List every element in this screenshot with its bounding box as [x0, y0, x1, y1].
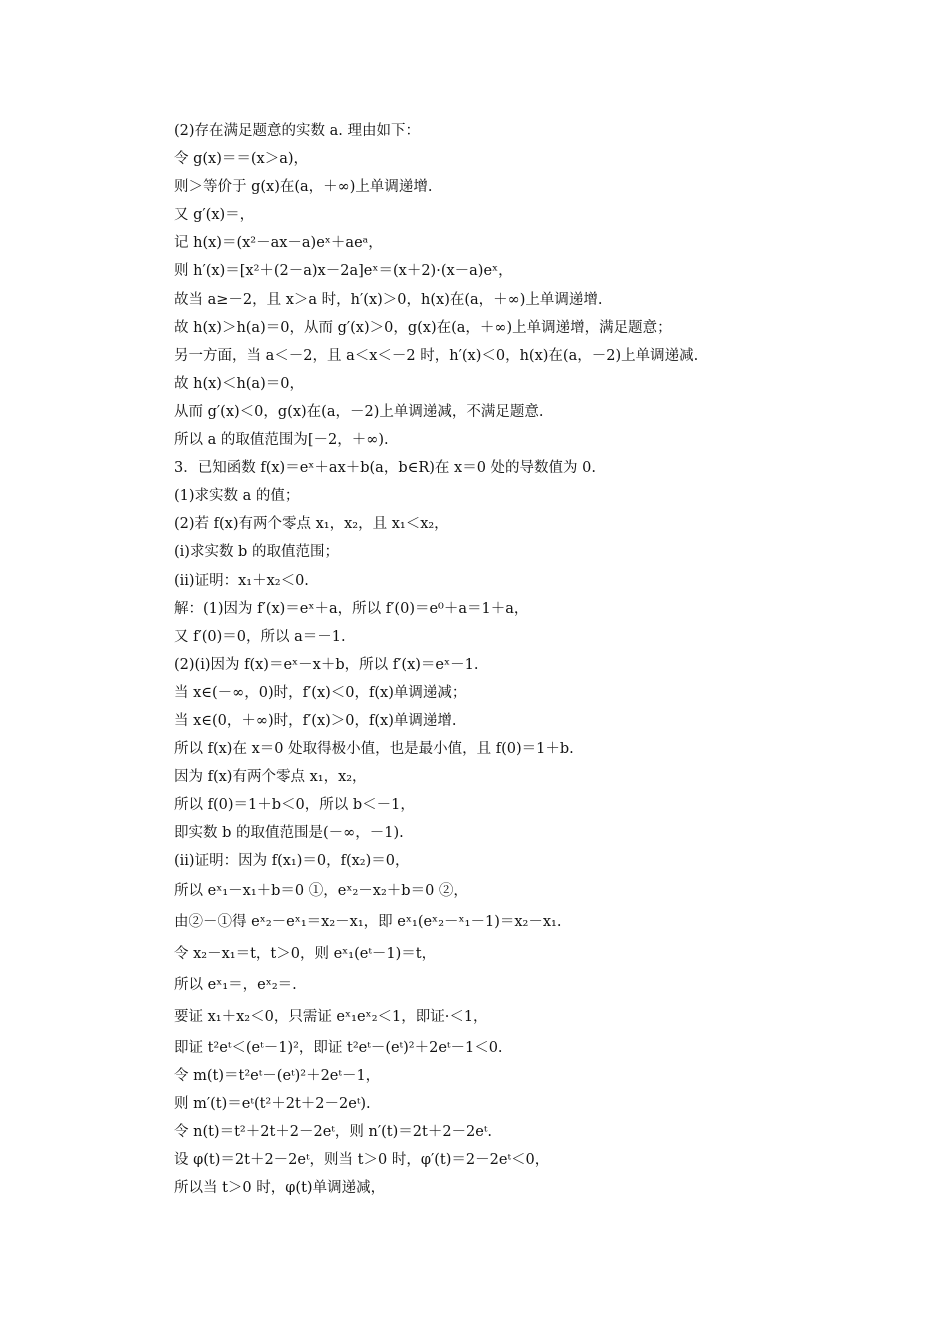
text-line: 所以当 t＞0 时，φ(t)单调递减，: [174, 1179, 386, 1196]
text-line: 故 h(x)＞h(a)＝0，从而 g′(x)＞0，g(x)在(a，＋∞)上单调递增，满足题意；: [174, 319, 672, 336]
text-line: 令 x₂－x₁＝t，t＞0，则 eˣ₁(eᵗ－1)＝t，: [174, 945, 437, 962]
problem-3-statement: 3．已知函数 f(x)＝eˣ＋ax＋b(a，b∈R)在 x＝0 处的导数值为 0.: [174, 460, 596, 477]
text-line: 即实数 b 的取值范围是(－∞，－1).: [174, 825, 404, 842]
text-line: 当 x∈(－∞，0)时，f′(x)＜0，f(x)单调递减；: [174, 684, 467, 701]
text-line: 故当 a≥－2，且 x＞a 时，h′(x)＞0，h(x)在(a，＋∞)上单调递增.: [174, 291, 603, 308]
text-line: 设 φ(t)＝2t＋2－2eᵗ，则当 t＞0 时，φ′(t)＝2－2eᵗ＜0，: [174, 1151, 550, 1168]
text-line: 当 x∈(0，＋∞)时，f′(x)＞0，f(x)单调递增.: [174, 712, 457, 729]
text-line: (ⅱ)证明：x₁＋x₂＜0.: [174, 572, 309, 589]
text-line: 所以 f(x)在 x＝0 处取得极小值，也是最小值，且 f(0)＝1＋b.: [174, 741, 574, 758]
text-line: 又 g′(x)＝，: [174, 207, 255, 224]
text-line: 要证 x₁＋x₂＜0，只需证 eˣ₁eˣ₂＜1，即证·＜1，: [174, 1008, 488, 1025]
text-line: (ⅰ)求实数 b 的取值范围；: [174, 544, 339, 561]
text-line: 则 h′(x)＝[x²＋(2－a)x－2a]eˣ＝(x＋2)·(x－a)eˣ，: [174, 263, 513, 280]
text-line: 所以 eˣ₁－x₁＋b＝0 ①，eˣ₂－x₂＋b＝0 ②，: [174, 882, 468, 899]
solution-text: [174, 117, 814, 1202]
text-line: (2)存在满足题意的实数 a. 理由如下：: [174, 123, 421, 139]
text-line: 记 h(x)＝(x²－ax－a)eˣ＋aeᵃ，: [174, 235, 383, 252]
text-line: 则 m′(t)＝eᵗ(t²＋2t＋2－2eᵗ).: [174, 1095, 371, 1112]
text-line: 所以 eˣ₁＝，eˣ₂＝.: [174, 977, 297, 994]
text-line: 另一方面，当 a＜－2，且 a＜x＜－2 时，h′(x)＜0，h(x)在(a，－2)上单调递减.: [174, 347, 699, 364]
text-line: 所以 a 的取值范围为[－2，＋∞).: [174, 432, 389, 449]
text-line: 由②－①得 eˣ₂－eˣ₁＝x₂－x₁，即 eˣ₁(eˣ₂－ˣ₁－1)＝x₂－x₁.: [174, 914, 562, 931]
text-line: 令 g(x)＝＝(x＞a)，: [174, 151, 309, 168]
text-line: (ⅱ)证明：因为 f(x₁)＝0，f(x₂)＝0，: [174, 853, 410, 870]
text-line: 即证 t²eᵗ＜(eᵗ－1)²，即证 t²eᵗ－(eᵗ)²＋2eᵗ－1＜0.: [174, 1039, 503, 1056]
text-line: (2)若 f(x)有两个零点 x₁，x₂，且 x₁＜x₂，: [174, 516, 449, 533]
text-line: 所以 f(0)＝1＋b＜0，所以 b＜－1，: [174, 797, 415, 814]
text-line: 则＞等价于 g(x)在(a，＋∞)上单调递增.: [174, 179, 433, 196]
text-line: (2)(ⅰ)因为 f(x)＝eˣ－x＋b，所以 f′(x)＝eˣ－1.: [174, 656, 479, 673]
text-line: 令 n(t)＝t²＋2t＋2－2eᵗ，则 n′(t)＝2t＋2－2eᵗ.: [174, 1123, 493, 1140]
text-line: 令 m(t)＝t²eᵗ－(eᵗ)²＋2eᵗ－1，: [174, 1067, 381, 1084]
text-line: 因为 f(x)有两个零点 x₁，x₂，: [174, 769, 367, 786]
text-line: 从而 g′(x)＜0，g(x)在(a，－2)上单调递减，不满足题意.: [174, 403, 544, 420]
text-line: (1)求实数 a 的值；: [174, 488, 300, 505]
text-line: 解：(1)因为 f′(x)＝eˣ＋a，所以 f′(0)＝e⁰＋a＝1＋a，: [174, 600, 529, 617]
text-line: 又 f′(0)＝0，所以 a＝－1.: [174, 628, 346, 645]
text-line: 故 h(x)＜h(a)＝0，: [174, 375, 304, 392]
